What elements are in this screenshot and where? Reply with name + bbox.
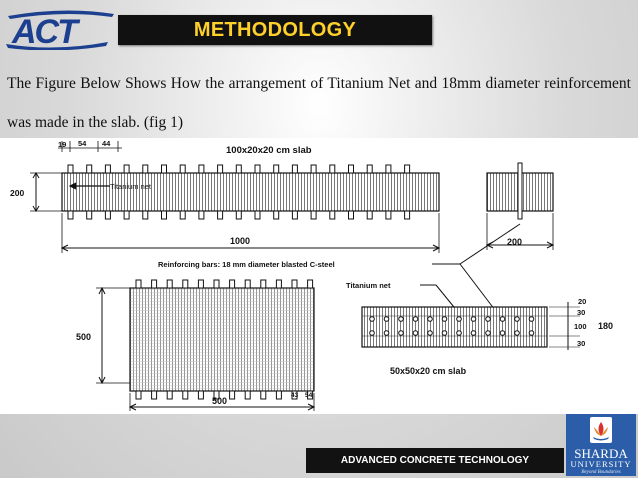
rebar-stub [183, 280, 188, 288]
rebar-stub [152, 391, 157, 399]
rebar-section-dot [428, 331, 433, 336]
rebar-section-dot [399, 331, 404, 336]
rebar-stub [105, 165, 110, 173]
rebar-stub [274, 211, 279, 219]
rebar-stub [218, 211, 223, 219]
rebar-stub [214, 280, 219, 288]
rebar-stub [230, 280, 235, 288]
rebar-stub [199, 211, 204, 219]
rebar-section-dot [457, 317, 462, 322]
titanium-net-label-2: Titanium net [346, 281, 391, 290]
rebar-stub [162, 211, 167, 219]
rebar-stub [276, 280, 281, 288]
rebar-stub [349, 211, 354, 219]
rebar-stub [236, 165, 241, 173]
university-tagline: Beyond Boundaries [581, 470, 621, 475]
rebar-stub [308, 280, 313, 288]
lotus-icon [566, 414, 636, 448]
slab-figure [0, 138, 638, 414]
rebar-section-dot [471, 317, 476, 322]
rebar-stub [87, 165, 92, 173]
rebar-section-dot [442, 317, 447, 322]
bottom-slab-title: 50x50x20 cm slab [390, 366, 467, 376]
rebar-stub [124, 165, 129, 173]
rebar-stub [405, 165, 410, 173]
rebar-stub [386, 165, 391, 173]
rebar-stub [292, 211, 297, 219]
dim-30-top: 30 [577, 308, 586, 317]
reinforcing-bars-label: Reinforcing bars: 18 mm diameter blasted C-steel [158, 260, 335, 269]
rebar-stub [311, 165, 316, 173]
rebar-stub [218, 165, 223, 173]
rebar-section-dot [428, 317, 433, 322]
rebar-stub [311, 211, 316, 219]
top-slab-title: 100x20x20 cm slab [226, 145, 312, 156]
slide-title: METHODOLOGY [193, 18, 357, 41]
rebar-stub [236, 211, 241, 219]
rebar-section-dot [486, 317, 491, 322]
dim-54: 54 [78, 139, 87, 148]
rebar-stub [198, 391, 203, 399]
rebar-section-dot [399, 317, 404, 322]
rebar-stub [152, 280, 157, 288]
rebar-stub [199, 165, 204, 173]
dim-30-bottom: 30 [577, 339, 586, 348]
dim-200-height: 200 [10, 188, 25, 198]
rebar-stub [255, 165, 260, 173]
square-width-dimension [130, 392, 314, 411]
titanium-net-label-1: Titanium net [110, 182, 151, 191]
rebar-stub [292, 165, 297, 173]
rebar-stub [245, 280, 250, 288]
dim-180: 180 [598, 321, 614, 331]
rebar-stub [167, 280, 172, 288]
rebar-stub [367, 165, 372, 173]
rebar-stub [183, 391, 188, 399]
rebar-stub [330, 165, 335, 173]
dim-500-height: 500 [76, 332, 92, 342]
rebar-stub [261, 280, 266, 288]
height-dimension [10, 173, 62, 211]
rebar-stub [68, 211, 73, 219]
rebar-stub [292, 280, 297, 288]
section-dimensions [549, 297, 613, 350]
rebar-section-dot [370, 331, 375, 336]
body-paragraph: The Figure Below Shows How the arrangement of Titanium Net and 18mm diameter reinforcement was made in the slab. (fig 1) [7, 75, 631, 131]
rebar-stub [386, 211, 391, 219]
rebar-stub [367, 211, 372, 219]
rebar-stub [68, 165, 73, 173]
rebar-stub [349, 165, 354, 173]
rebar-section-dot [486, 331, 491, 336]
rebar-stub [276, 391, 281, 399]
square-slab [130, 280, 314, 399]
title-bar [118, 15, 432, 45]
dim-20: 20 [578, 297, 587, 306]
top-dimensions [58, 139, 122, 152]
rebar-section-dot [442, 331, 447, 336]
rebar-stub [198, 280, 203, 288]
course-title: ADVANCED CONCRETE TECHNOLOGY [340, 455, 530, 466]
dim-500-width: 500 [212, 396, 228, 406]
dim-200-side: 200 [507, 237, 523, 247]
dim-43: 43 [291, 392, 299, 399]
rebar-section-dot [529, 331, 534, 336]
rebar-stub [180, 211, 185, 219]
rebar-stub [255, 211, 260, 219]
rebar-section-dot [457, 331, 462, 336]
rebar-section-dot [529, 317, 534, 322]
rebar-section-dot [471, 331, 476, 336]
rebar-stub [405, 211, 410, 219]
rebar-stub [143, 165, 148, 173]
rebar-stub [330, 211, 335, 219]
rebar-stub [87, 211, 92, 219]
rebar-stub [167, 391, 172, 399]
square-height-dimension [76, 288, 130, 383]
long-slab [62, 165, 439, 219]
dim-44: 44 [102, 139, 111, 148]
dim-1000: 1000 [230, 236, 251, 246]
rebar-stub [136, 391, 141, 399]
rebar-section-dot [384, 331, 389, 336]
dim-19: 19 [58, 140, 67, 149]
rebar-section-dot [515, 331, 520, 336]
rebar-stub [245, 391, 250, 399]
rebar-section-dot [370, 317, 375, 322]
rebar-stub [143, 211, 148, 219]
side-section [487, 163, 553, 250]
rebar-stub [180, 165, 185, 173]
university-name: SHARDA [574, 446, 628, 461]
sharda-university-logo [566, 414, 636, 476]
rebar-section-dot [413, 331, 418, 336]
rebar-section-dot [500, 331, 505, 336]
length-dimension [62, 213, 439, 253]
logo-text: ACT [12, 13, 76, 50]
rebar-stub [136, 280, 141, 288]
rebar-stub [230, 391, 235, 399]
rebar-section-dot [384, 317, 389, 322]
rebar-stub [162, 165, 167, 173]
act-logo [4, 8, 116, 50]
dim-54-small: 54 [305, 392, 313, 399]
dim-100: 100 [574, 322, 587, 331]
rebar-section-dot [515, 317, 520, 322]
rebar-stub [274, 165, 279, 173]
rebar-stub [261, 391, 266, 399]
footer-bar [306, 448, 564, 473]
rebar-stub [124, 211, 129, 219]
section-view [362, 307, 547, 347]
rebar-stub [105, 211, 110, 219]
university-sub: UNIVERSITY [570, 459, 632, 469]
rebar-section-dot [413, 317, 418, 322]
rebar-section-dot [500, 317, 505, 322]
